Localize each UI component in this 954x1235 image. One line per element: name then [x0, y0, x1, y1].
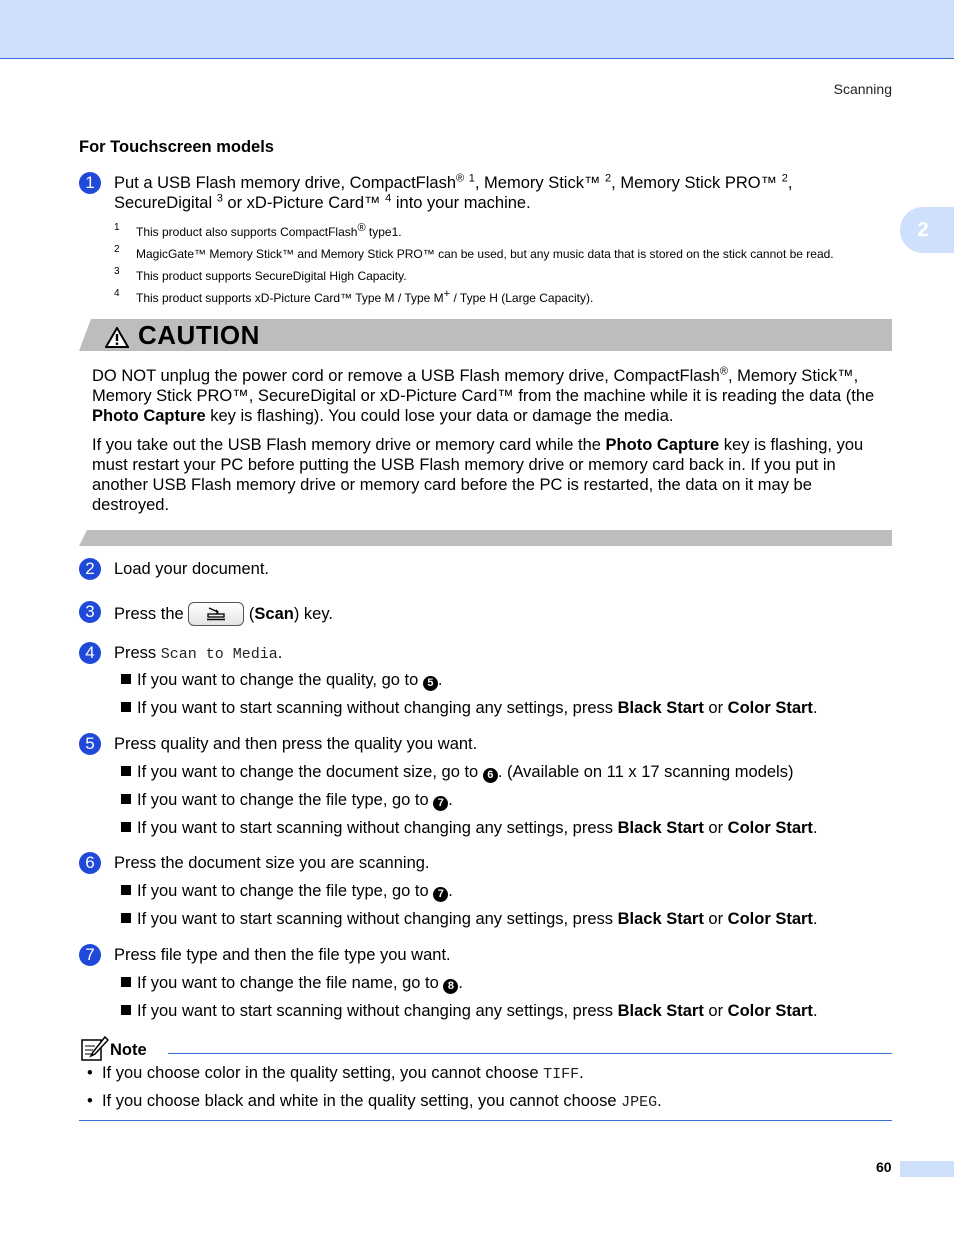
- note-pencil-icon: [81, 1036, 109, 1062]
- step-text: Press Scan to Media.: [114, 644, 283, 663]
- list-item: If you want to change the quality, go to 5 .: [121, 670, 442, 691]
- note-item: • If you choose black and white in the quality setting, you cannot choose JPEG.: [87, 1092, 662, 1111]
- step-number: 3: [79, 601, 101, 623]
- warning-triangle-icon: [105, 327, 129, 348]
- list-item: If you want to start scanning without changing any settings, press Black Start or Color Start.: [121, 698, 818, 718]
- step-text: Put a USB Flash memory drive, CompactFlash® $^1$, Memory Stick™ $^2$, Memory Stick PRO™ $^2$, SecureDigital $^3$ or xD-Picture Card™ $^4$ into your machine.: [114, 172, 793, 212]
- running-header: Scanning: [833, 81, 892, 97]
- note-item: • If you choose color in the quality setting, you cannot choose TIFF.: [87, 1064, 584, 1083]
- step-number: 4: [79, 642, 101, 664]
- top-band: [0, 0, 954, 59]
- list-item: If you want to start scanning without changing any settings, press Black Start or Color Start.: [121, 909, 818, 929]
- section-heading: For Touchscreen models: [79, 138, 274, 156]
- list-item: If you want to change the document size, go to 6 . (Available on 11 x 17 scanning models): [121, 762, 793, 783]
- caution-paragraph-2: If you take out the USB Flash memory drive or memory card while the Photo Capture key is flashing, you must restart your PC before putting the USB Flash memory drive or memory card back in. If you put in another USB Flash memory drive or memory card before the PC is restarted, the data on it may be destroyed.: [92, 436, 864, 514]
- step-text: Load your document.: [114, 560, 270, 578]
- page-tab: [900, 1161, 954, 1177]
- step-number: 7: [79, 944, 101, 966]
- step-text: Press quality and then press the quality you want.: [114, 735, 478, 753]
- step-number: 5: [79, 733, 101, 755]
- note-divider: [168, 1053, 892, 1054]
- step-text: Press the (Scan) key.: [114, 602, 894, 626]
- list-item: If you want to change the file type, go to 7 .: [121, 881, 453, 902]
- list-item: If you want to start scanning without changing any settings, press Black Start or Color Start.: [121, 818, 818, 838]
- list-item: If you want to change the file type, go to 7 .: [121, 790, 453, 811]
- note-bottom-divider: [79, 1120, 892, 1121]
- list-item: If you want to start scanning without changing any settings, press Black Start or Color Start.: [121, 1001, 818, 1021]
- caution-footer-bar: [79, 530, 892, 546]
- step-number: 6: [79, 852, 101, 874]
- note-label: Note: [110, 1041, 147, 1059]
- chapter-tab: 2: [900, 207, 954, 253]
- step-number: 1: [79, 172, 101, 194]
- list-item: If you want to change the file name, go to 8 .: [121, 973, 463, 994]
- caution-paragraph-1: DO NOT unplug the power cord or remove a USB Flash memory drive, CompactFlash®, Memory Stick™, Memory Stick PRO™, SecureDigital or xD-Picture Card™ from the machine while it is reading the data (the Photo Capture key is flashing). You could lose your data or damage the media.: [92, 365, 875, 425]
- step-text: Press file type and then the file type you want.: [114, 946, 451, 964]
- step-number: 2: [79, 558, 101, 580]
- step-text: Press the document size you are scanning.: [114, 854, 430, 872]
- caution-title: CAUTION: [138, 320, 260, 350]
- page-number: 60: [876, 1159, 892, 1175]
- scan-key-icon: [188, 602, 244, 626]
